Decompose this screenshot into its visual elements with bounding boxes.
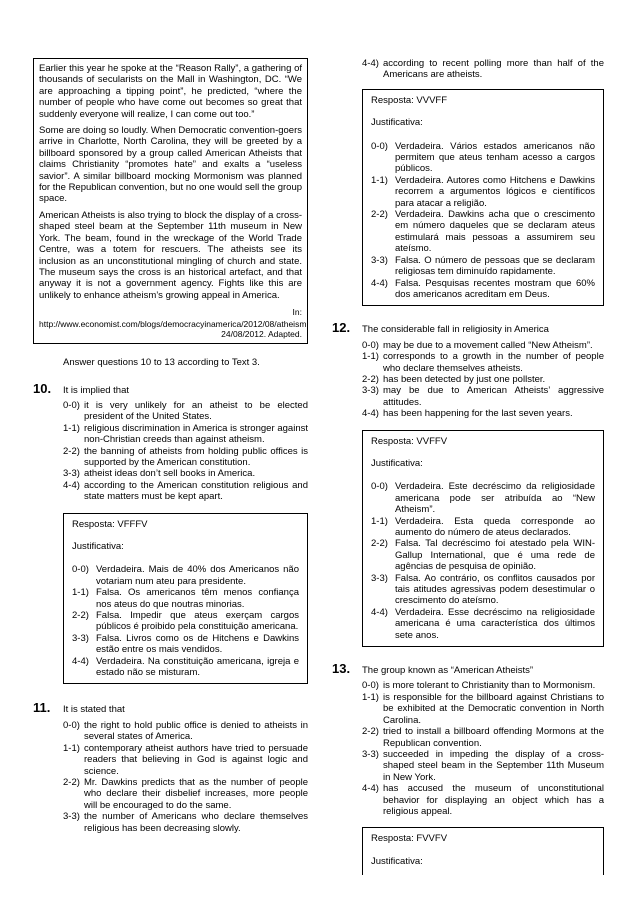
justification-item xyxy=(72,564,299,587)
answer-box xyxy=(63,513,308,685)
question-11-continued xyxy=(362,58,604,81)
question-11 xyxy=(33,700,308,833)
item-label: 4-4) xyxy=(362,58,379,69)
item-label: 3-3) xyxy=(371,254,388,266)
question-item xyxy=(362,58,604,81)
item-label: 1-1) xyxy=(362,351,379,363)
item-text: Falsa. Ao contrário, os conflitos causados por tais atitudes agressivas podem desestimular o crescimento do ateísmo. xyxy=(395,572,595,607)
item-label: 0-0) xyxy=(362,680,379,692)
question-item xyxy=(63,446,308,469)
answer-key: Resposta: FVVFV xyxy=(371,833,448,845)
item-text: Verdadeira. Mais de 40% dos Americanos não votariam num ateu para presidente. xyxy=(96,564,299,587)
justification-title: Justificativa: xyxy=(371,117,423,129)
answer-box xyxy=(362,430,604,648)
item-text: the number of Americans who declare themselves religious has been decreasing slowly. xyxy=(84,811,308,834)
item-text: succeeded in impeding the display of a cross-shaped steel beam in the September 11th Museum in New York. xyxy=(383,748,604,783)
item-text: Falsa. Tal decréscimo foi atestado pela WIN-Gallup International, que é uma rede de agências de pesquisa de opinião. xyxy=(395,538,595,573)
item-label: 2-2) xyxy=(371,209,388,221)
question-item xyxy=(362,783,604,817)
item-text: has accused the museum of unconstitutional behavior for displaying an object which has a religious appeal. xyxy=(383,783,604,817)
justification-item xyxy=(72,633,299,656)
justification-item xyxy=(371,607,595,641)
item-label: 4-4) xyxy=(371,606,388,618)
source-label: In: xyxy=(292,307,302,318)
justification-item xyxy=(371,538,595,572)
item-text: Verdadeira. Esta queda corresponde ao aumento do número de ateus declarados. xyxy=(395,515,595,538)
answer-box xyxy=(362,89,604,307)
question-stem: The group known as “American Atheists” xyxy=(362,665,534,677)
justification-item xyxy=(72,587,299,610)
question-stem: It is stated that xyxy=(63,704,125,716)
question-item xyxy=(362,680,604,691)
item-label: 2-2) xyxy=(72,610,89,622)
justification-item xyxy=(72,610,299,633)
item-text: Falsa. Os americanos têm menos confiança nos ateus do que noutras minorias. xyxy=(96,587,299,610)
item-label: 1-1) xyxy=(72,587,89,599)
item-label: 1-1) xyxy=(63,422,80,434)
question-items xyxy=(63,720,308,834)
question-item xyxy=(63,480,308,503)
item-label: 3-3) xyxy=(362,385,379,397)
answer-key: Resposta: VVFFV xyxy=(371,435,448,447)
question-stem: It is implied that xyxy=(63,384,129,396)
question-13 xyxy=(332,661,604,875)
item-text: Verdadeira. Vários estados americanos não permitem que ateus tenham acesso a cargos públicos. xyxy=(395,140,595,175)
item-label: 1-1) xyxy=(63,742,80,754)
question-item xyxy=(362,385,604,408)
question-number: 12. xyxy=(332,320,351,336)
item-label: 4-4) xyxy=(63,479,80,491)
item-text: may be due to a movement called “New Atheism”. xyxy=(383,339,593,351)
question-item xyxy=(63,743,308,777)
item-text: Falsa. Pesquisas recentes mostram que 60% dos americanos acreditam em Deus. xyxy=(395,277,595,300)
question-item xyxy=(63,468,308,479)
item-label: 0-0) xyxy=(371,481,388,493)
passage-paragraph: Earlier this year he spoke at the “Reason Rally”, a gathering of thousands of secularists on the Mall in Washington, DC. “We are approaching a tipping point”, he predicted, “where the number of people who have come out becomes so great that suddenly everyone will realize, I can come out too.” xyxy=(39,63,302,120)
justification-item xyxy=(371,516,595,539)
item-text: Falsa. O número de pessoas que se declaram religiosas tem diminuído rapidamente. xyxy=(395,254,595,278)
item-label: 1-1) xyxy=(362,691,379,703)
item-text: according to the American constitution religious and state matters must be kept apart. xyxy=(84,479,308,503)
justification-item xyxy=(371,175,595,209)
item-label: 1-1) xyxy=(371,174,388,186)
justification-item xyxy=(371,141,595,175)
item-label: 4-4) xyxy=(371,277,388,289)
justification-item xyxy=(371,278,595,301)
item-label: 4-4) xyxy=(72,655,89,667)
item-label: 3-3) xyxy=(63,468,80,480)
passage-paragraph: Some are doing so loudly. When Democratic convention-goers arrive in Charlotte, North Carolina, they will be greeted by a billboard sponsored by a group called American Atheists that claims Christianity “promotes hate” and exalts a “useless savior”. A similar billboard mocking Mormonism was planned for the Republican convention, but no one would sell the group space. xyxy=(39,125,303,205)
answer-key: Resposta: VVVFF xyxy=(371,94,448,106)
item-text: Verdadeira. Na constituição americana, igreja e estado não se misturam. xyxy=(96,655,299,679)
justification-item xyxy=(72,656,299,679)
item-label: 0-0) xyxy=(63,399,80,411)
justification-title: Justificativa: xyxy=(371,457,423,469)
question-item xyxy=(63,811,308,834)
question-item xyxy=(63,720,308,743)
item-text: corresponds to a growth in the number of people who declare themselves atheists. xyxy=(383,351,604,374)
item-label: 2-2) xyxy=(371,538,388,550)
item-text: Verdadeira. Autores como Hitchens e Dawkins recorrem a argumentos lógicos e científicos para atacar a religião. xyxy=(395,174,595,209)
item-label: 0-0) xyxy=(63,719,80,731)
instruction: Answer questions 10 to 13 according to Text 3. xyxy=(63,357,260,369)
question-item xyxy=(362,726,604,749)
justification-item xyxy=(371,209,595,255)
item-text: contemporary atheist authors have tried to persuade readers that believing in God is against logic and science. xyxy=(84,742,308,777)
passage-paragraph: American Atheists is also trying to block the display of a cross-shaped steel beam at the September 11th museum in New York. The beam, found in the wreckage of the World Trade Centre, was a totem for rescuers. The atheists see its inclusion as an unconstitutional mingling of church and state. The museum says the cross is an historical artefact, and that anyway it is not a government agency. Fights like this are unlikely to enhance atheism’s growing appeal in America. xyxy=(39,209,302,301)
justification-item xyxy=(371,573,595,607)
item-label: 1-1) xyxy=(371,515,388,527)
item-text: Verdadeira. Este decréscimo da religiosidade americana pode ser atribuída ao “New Atheism”. xyxy=(395,481,595,516)
item-text: according to recent polling more than half of the Americans are atheists. xyxy=(383,58,604,81)
justification-items xyxy=(72,564,299,678)
question-stem: The considerable fall in religiosity in America xyxy=(362,324,549,336)
answer-key: Resposta: VFFFV xyxy=(72,518,148,530)
item-text: Falsa. Livros como os de Hitchens e Dawkins estão entre os mais vendidos. xyxy=(96,632,299,656)
left-column xyxy=(33,58,308,834)
source-citation: http://www.economist.com/blogs/democracyinamerica/2012/08/atheism. 24/08/2012. Adapted. xyxy=(39,319,309,340)
question-items xyxy=(362,680,604,817)
question-item xyxy=(362,374,604,385)
item-label: 2-2) xyxy=(362,726,379,738)
item-text: the banning of atheists from holding public offices is supported by the American constitution. xyxy=(84,445,308,468)
item-text: Falsa. Impedir que ateus exerçam cargos públicos é proibido pela constituição americana. xyxy=(96,610,299,633)
question-10 xyxy=(33,381,308,685)
item-text: is responsible for the billboard against Christians to be exhibited at the Democratic convention in North Carolina. xyxy=(383,691,604,726)
text-3-passage xyxy=(33,58,308,344)
right-column xyxy=(332,58,604,875)
item-label: 2-2) xyxy=(362,373,379,385)
question-items xyxy=(362,340,604,420)
item-text: Verdadeira. Dawkins acha que o crescimento em número daqueles que se declaram ateus estimulará mais pessoas a assumirem seu ateísmo. xyxy=(395,209,595,255)
item-text: the right to hold public office is denied to atheists in several states of America. xyxy=(84,719,308,743)
item-text: has been detected by just one pollster. xyxy=(383,373,546,385)
item-text: atheist ideas don’t sell books in America. xyxy=(84,468,256,480)
item-text: tried to install a billboard offending Mormons at the Republican convention. xyxy=(383,726,604,749)
item-label: 0-0) xyxy=(371,140,388,152)
question-12 xyxy=(332,320,604,647)
question-item xyxy=(362,408,604,419)
item-text: is more tolerant to Christianity than to Mormonism. xyxy=(383,680,596,692)
item-text: Verdadeira. Esse decréscimo na religiosidade americana é uma característica dos últimos sete anos. xyxy=(395,606,595,641)
justification-item xyxy=(371,255,595,278)
item-label: 2-2) xyxy=(63,445,80,457)
item-label: 3-3) xyxy=(63,811,80,823)
item-text: religious discrimination in America is stronger against non-Christian creeds than against atheism. xyxy=(84,422,308,446)
question-items xyxy=(63,400,308,503)
item-label: 0-0) xyxy=(72,564,89,576)
item-label: 2-2) xyxy=(63,776,80,788)
justification-item xyxy=(371,481,595,515)
item-label: 3-3) xyxy=(362,748,379,760)
justification-title: Justificativa: xyxy=(371,855,423,867)
item-label: 4-4) xyxy=(362,408,379,420)
item-label: 4-4) xyxy=(362,783,379,795)
question-number: 10. xyxy=(33,380,52,396)
item-text: Mr. Dawkins predicts that as the number of people who declare their disbelief increases, more people will be encouraged to do the same. xyxy=(84,776,308,811)
question-item xyxy=(362,749,604,783)
item-label: 3-3) xyxy=(371,572,388,584)
item-text: has been happening for the last seven years. xyxy=(383,408,573,420)
justification-items xyxy=(371,481,595,641)
item-label: 3-3) xyxy=(72,632,89,644)
justification-items xyxy=(371,141,595,301)
question-item xyxy=(63,423,308,446)
question-item xyxy=(63,400,308,423)
question-item xyxy=(362,692,604,726)
answer-box xyxy=(362,827,604,875)
question-number: 13. xyxy=(332,661,351,677)
item-label: 0-0) xyxy=(362,339,379,351)
item-text: it is very unlikely for an atheist to be elected president of the United States. xyxy=(84,399,308,423)
question-item xyxy=(63,777,308,811)
item-text: may be due to American Atheists’ aggressive attitudes. xyxy=(383,385,604,408)
question-item xyxy=(362,351,604,374)
justification-title: Justificativa: xyxy=(72,541,124,552)
question-number: 11. xyxy=(33,700,51,716)
question-item xyxy=(362,340,604,351)
